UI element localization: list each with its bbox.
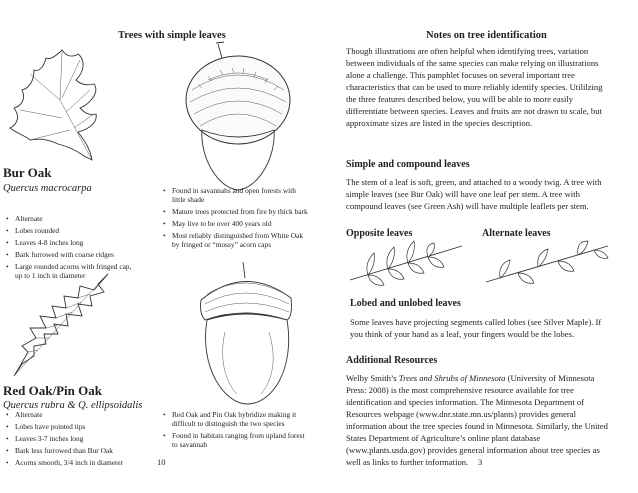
red-oak-facts-list-2 (162, 410, 308, 452)
red-oak-title: Red Oak/Pin Oak (3, 383, 102, 398)
list-item: • Bark furrowed with coarse ridges (5, 250, 140, 259)
red-oak-leaf-illustration (8, 268, 128, 383)
simple-compound-paragraph: The stem of a leaf is soft, green, and attached to a woody twig. A tree with simple leaves (see Bur Oak) will have one leaf per stem. A tree with compound leaves (see Green Ash) will have multiple leaflets per stem. (346, 177, 602, 211)
opposite-leaves-illustration (346, 240, 466, 288)
lobed-unlobed-paragraph: Some leaves have projecting segments called lobes (see Silver Maple). If you think of your hand as a leaf, your fingers would be the lobes. (350, 317, 602, 339)
list-item: • Leaves 4-8 inches long (5, 238, 140, 247)
list-item: • Alternate (5, 214, 140, 223)
list-item: • Found in savannahs and open forests with little shade (162, 186, 308, 204)
list-item: • Found in habitats ranging from upland forest to savannah (162, 431, 308, 449)
bur-oak-title: Bur Oak (3, 165, 52, 180)
book-title: Trees and Shrubs of Minnesota (398, 373, 506, 383)
red-oak-acorn-illustration (195, 258, 305, 408)
right-page-number: 3 (478, 457, 483, 467)
resources-text-rest: (University of Minnesota Press: 2008) is the most comprehensive resource available for tree identification and species information. The Minnesota Department of Resources webpage (www.dnr.state.mn.us/plants) provides general information about the tree species found in Minnesota. Similarly, the United States Department of Agriculture’s online plant database (www.plants.usda.gov) provides general information about tree species as well as links to further information. (346, 373, 608, 467)
red-oak-facts-list-1 (5, 410, 145, 470)
simple-compound-heading: Simple and compound leaves (346, 159, 470, 170)
alternate-leaves-label: Alternate leaves (482, 228, 551, 239)
additional-resources-paragraph (346, 372, 610, 468)
list-item: • Red Oak and Pin Oak hybridize making it difficult to distinguish the two species (162, 410, 308, 428)
opposite-leaves-label: Opposite leaves (346, 228, 413, 239)
list-item: • Leaves 3-7 inches long (5, 434, 145, 443)
lobed-unlobed-heading: Lobed and unlobed leaves (350, 298, 461, 309)
bur-oak-acorn-illustration (178, 40, 298, 195)
intro-paragraph: Though illustrations are often helpful when identifying trees, variation between individuals of the same species can make relying on illustrations alone a challenge. This pamphlet focuses on several important tree characteristics that can be used to more reliably identify species. Utililzing the three features described below, you will be able to more easily differentiate between species. Leaves and fruits are not drawn to scale, but approximate sizes are listed in the species description. (346, 46, 603, 128)
list-item: • Most reliably distinguished from White Oak by fringed or “mossy” acorn caps (162, 231, 308, 249)
bur-oak-facts-list-2 (162, 186, 308, 252)
right-page-header: Notes on tree identification (426, 30, 547, 41)
bur-oak-scientific-name: Quercus macrocarpa (3, 183, 92, 194)
list-item: • Bark less furrowed than Bur Oak (5, 446, 145, 455)
list-item: • Large rounded acorns with fringed cap, up to 1 inch in diameter (5, 262, 140, 280)
left-page-number: 10 (157, 457, 166, 467)
list-item: • Lobes rounded (5, 226, 140, 235)
list-item: • Acorns smooth, 3/4 inch in diameter (5, 458, 145, 467)
list-item: • May live to be over 400 years old (162, 219, 308, 228)
list-item: • Mature trees protected from fire by thick bark (162, 207, 308, 216)
bur-oak-leaf-illustration (0, 40, 115, 170)
list-item: • Alternate (5, 410, 145, 419)
alternate-leaves-illustration (482, 240, 612, 288)
left-page-header: Trees with simple leaves (118, 30, 226, 41)
additional-resources-heading: Additional Resources (346, 355, 438, 366)
red-oak-scientific-name: Quercus rubra & Q. ellipsoidalis (3, 400, 143, 411)
resources-text-start: Welby Smith’s (346, 373, 399, 383)
list-item: • Lobes have pointed tips (5, 422, 145, 431)
